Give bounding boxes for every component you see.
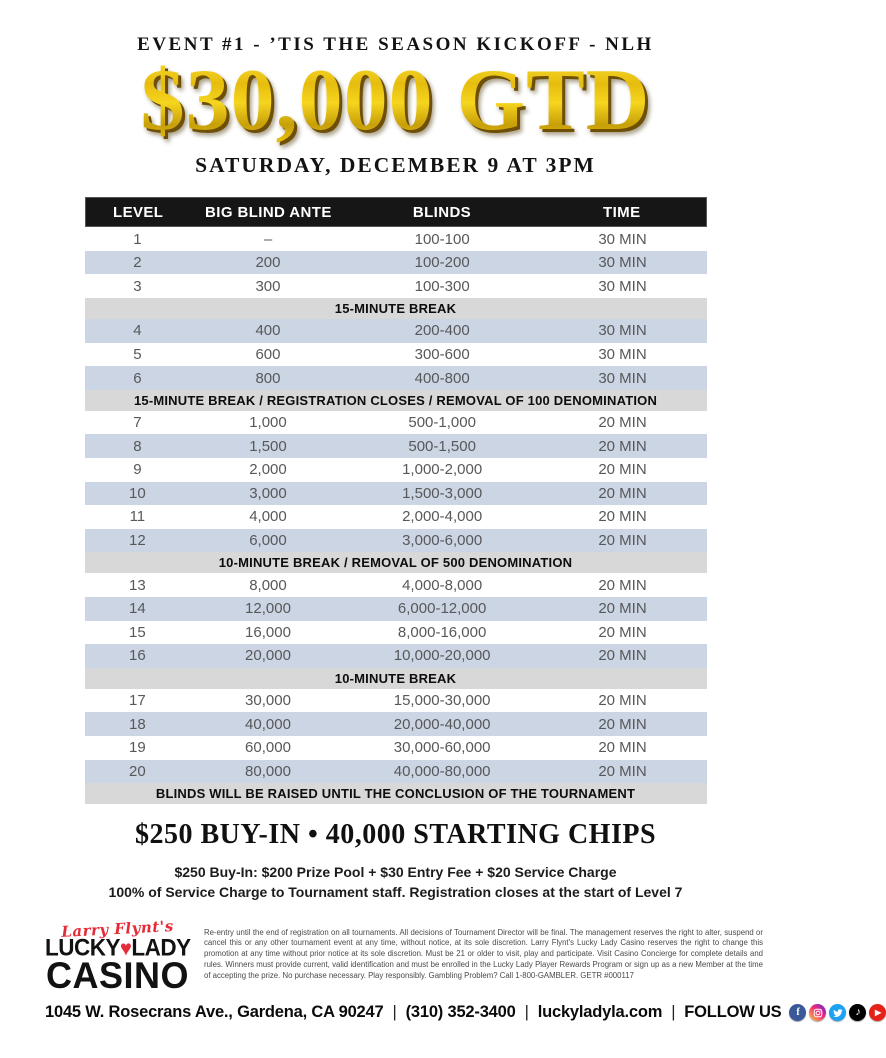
cell-blinds: 1,500-3,000	[402, 484, 483, 502]
cell-ante: 30,000	[245, 692, 291, 710]
instagram-icon[interactable]	[809, 1004, 826, 1021]
cell-level: 10	[129, 484, 146, 502]
cell-level: 16	[129, 647, 146, 665]
cell-level: 3	[133, 277, 142, 295]
table-row-level-13	[85, 573, 707, 597]
casino-logo	[45, 916, 191, 997]
cell-time: 20 MIN	[598, 484, 647, 502]
column-header-blinds: BLINDS	[412, 203, 472, 221]
cell-level: 8	[133, 437, 142, 455]
cell-level: 19	[129, 739, 146, 757]
cell-blinds: 100-200	[414, 254, 470, 272]
cell-time: 30 MIN	[598, 254, 647, 272]
table-row-level-19	[85, 736, 707, 760]
cell-level: 7	[133, 414, 142, 432]
cell-level: 18	[129, 715, 146, 733]
table-row-level-5	[85, 343, 707, 367]
cell-time: 20 MIN	[598, 576, 647, 594]
footer-address: 1045 W. Rosecrans Ave., Gardena, CA 90247	[45, 1003, 384, 1022]
cell-time: 30 MIN	[598, 322, 647, 340]
cell-time: 20 MIN	[598, 414, 647, 432]
cell-ante: 60,000	[245, 739, 291, 757]
table-header-row	[85, 197, 707, 227]
separator: |	[671, 1003, 676, 1022]
cell-level: 4	[133, 322, 142, 340]
cell-time: 20 MIN	[598, 623, 647, 641]
footer-phone: (310) 352-3400	[405, 1003, 516, 1022]
cell-level: 11	[129, 508, 146, 526]
cell-ante: 800	[255, 369, 281, 387]
cell-ante: 16,000	[245, 623, 291, 641]
cell-time: 20 MIN	[598, 461, 647, 479]
facebook-icon[interactable]: f	[789, 1004, 806, 1021]
table-row-level-12	[85, 529, 707, 553]
cell-level: 6	[133, 369, 142, 387]
event-date: SATURDAY, DECEMBER 9 AT 3PM	[195, 153, 596, 178]
table-row-level-20	[85, 760, 707, 784]
cell-blinds: 8,000-16,000	[397, 623, 487, 641]
cell-blinds: 2,000-4,000	[402, 508, 483, 526]
cell-ante: 12,000	[245, 600, 291, 618]
cell-time: 20 MIN	[598, 692, 647, 710]
structure-table-body	[85, 227, 707, 804]
cell-ante: 40,000	[245, 715, 291, 733]
cell-ante: 1,000	[249, 414, 287, 432]
break-row: 10-MINUTE BREAK / REMOVAL OF 500 DENOMINATION	[85, 552, 707, 573]
break-row: 10-MINUTE BREAK	[85, 668, 707, 689]
tournament-note-row: BLINDS WILL BE RAISED UNTIL THE CONCLUSION OF THE TOURNAMENT	[85, 783, 707, 804]
table-row-level-16	[85, 644, 707, 668]
cell-blinds: 1,000-2,000	[402, 461, 483, 479]
cell-level: 20	[129, 762, 146, 780]
cell-ante: 3,000	[249, 484, 287, 502]
cell-level: 15	[129, 623, 146, 641]
logo-script-text: Larry Flynt's	[60, 916, 175, 941]
logo-word-lady: LADY	[131, 933, 191, 961]
cell-time: 20 MIN	[598, 715, 647, 733]
cell-blinds: 3,000-6,000	[402, 532, 483, 550]
cell-time: 20 MIN	[598, 600, 647, 618]
cell-time: 20 MIN	[598, 508, 647, 526]
cell-blinds: 300-600	[414, 345, 470, 363]
column-header-level: LEVEL	[113, 203, 164, 221]
cell-ante: 300	[255, 277, 281, 295]
blind-structure-table	[85, 197, 707, 804]
social-icons	[789, 1004, 886, 1021]
cell-blinds: 400-800	[414, 369, 470, 387]
cell-time: 30 MIN	[598, 345, 647, 363]
cell-level: 2	[133, 254, 142, 272]
cell-level: 14	[129, 600, 146, 618]
cell-blinds: 100-300	[414, 277, 470, 295]
break-row: 15-MINUTE BREAK	[85, 298, 707, 319]
buyin-breakdown: $250 Buy-In: $200 Prize Pool + $30 Entry Fee + $20 Service Charge	[174, 864, 617, 881]
logo-word-casino: CASINO	[45, 954, 189, 997]
twitter-icon[interactable]	[829, 1004, 846, 1021]
youtube-icon[interactable]: ▶	[869, 1004, 886, 1021]
cell-ante: 400	[255, 322, 281, 340]
cell-blinds: 40,000-80,000	[393, 762, 491, 780]
cell-level: 12	[129, 532, 146, 550]
logo-word-lucky: LUCKY	[45, 933, 120, 961]
buyin-headline: $250 BUY-IN • 40,000 STARTING CHIPS	[134, 819, 657, 851]
cell-time: 20 MIN	[598, 437, 647, 455]
cell-blinds: 4,000-8,000	[402, 576, 483, 594]
cell-blinds: 200-400	[414, 322, 470, 340]
table-row-level-18	[85, 712, 707, 736]
cell-level: 13	[129, 576, 146, 594]
column-header-ante: BIG BLIND ANTE	[205, 203, 332, 221]
table-row-level-17	[85, 689, 707, 713]
separator: |	[392, 1003, 397, 1022]
cell-blinds: 500-1,500	[408, 437, 476, 455]
cell-blinds: 20,000-40,000	[393, 715, 491, 733]
cell-ante: 6,000	[249, 532, 287, 550]
tournament-flyer	[0, 34, 881, 1058]
cell-blinds: 15,000-30,000	[393, 692, 491, 710]
table-row-level-4	[85, 319, 707, 343]
cell-level: 9	[133, 461, 142, 479]
column-header-time: TIME	[603, 203, 641, 221]
table-row-level-2	[85, 251, 707, 275]
table-row-level-3	[85, 274, 707, 298]
heart-icon: ♥	[120, 936, 132, 961]
separator: |	[524, 1003, 529, 1022]
cell-level: 5	[133, 345, 142, 363]
tiktok-icon[interactable]: ♪	[849, 1004, 866, 1021]
cell-time: 20 MIN	[598, 647, 647, 665]
table-row-level-8	[85, 434, 707, 458]
cell-level: 1	[133, 230, 142, 248]
table-row-level-11	[85, 505, 707, 529]
cell-blinds: 100-100	[414, 230, 470, 248]
cell-time: 30 MIN	[598, 230, 647, 248]
cell-ante: 2,000	[249, 461, 287, 479]
table-row-level-7	[85, 411, 707, 435]
cell-time: 30 MIN	[598, 369, 647, 387]
fine-print-disclaimer: Re-entry until the end of registration on all tournaments. All decisions of Tournament Director will be final. The management reserves the right to alter, suspend or cancel this or any other tournament event at any time, without notice, at its sole discretion. Larry Flynt's Lucky Lady Casino reserves the right to change this promotion at any time without prior notice at its sole discretion. Must be 21 or older to visit, play and participate. Visit Casino Concierge for complete details and rules. Winners must provide current, valid identification and must be enrolled in the Lucky Lady Player Rewards Program or sign up as a new Member at the time of accepting the prize. No purchase necessary. Play responsibly. Gambling Problem? Call 1-800-GAMBLER. GETR #000117	[204, 927, 763, 980]
cell-time: 30 MIN	[598, 277, 647, 295]
table-row-level-6	[85, 366, 707, 390]
table-row-level-1	[85, 227, 707, 251]
table-row-level-9	[85, 458, 707, 482]
cell-blinds: 6,000-12,000	[397, 600, 487, 618]
cell-ante: 4,000	[249, 508, 287, 526]
cell-ante: 80,000	[245, 762, 291, 780]
cell-ante: 600	[255, 345, 281, 363]
cell-ante: 1,500	[249, 437, 287, 455]
event-title: EVENT #1 - ’TIS THE SEASON KICKOFF - NLH	[137, 34, 654, 55]
cell-ante: 8,000	[249, 576, 287, 594]
cell-time: 20 MIN	[598, 532, 647, 550]
cell-ante: –	[263, 230, 273, 248]
buyin-note: 100% of Service Charge to Tournament staff. Registration closes at the start of Level 7	[108, 884, 683, 901]
cell-time: 20 MIN	[598, 739, 647, 757]
table-row-level-14	[85, 597, 707, 621]
cell-time: 20 MIN	[598, 762, 647, 780]
table-row-level-10	[85, 482, 707, 506]
cell-blinds: 30,000-60,000	[393, 739, 491, 757]
cell-ante: 200	[255, 254, 281, 272]
break-row: 15-MINUTE BREAK / REGISTRATION CLOSES / REMOVAL OF 100 DENOMINATION	[85, 390, 707, 411]
cell-blinds: 500-1,000	[408, 414, 476, 432]
guarantee-headline: $30,000 GTD	[140, 52, 651, 149]
follow-us-label: FOLLOW US	[684, 1003, 782, 1022]
table-row-level-15	[85, 621, 707, 645]
cell-blinds: 10,000-20,000	[393, 647, 491, 665]
cell-level: 17	[129, 692, 146, 710]
footer-website[interactable]: luckyladyla.com	[537, 1003, 663, 1022]
contact-bar	[45, 1003, 881, 1022]
cell-ante: 20,000	[245, 647, 291, 665]
